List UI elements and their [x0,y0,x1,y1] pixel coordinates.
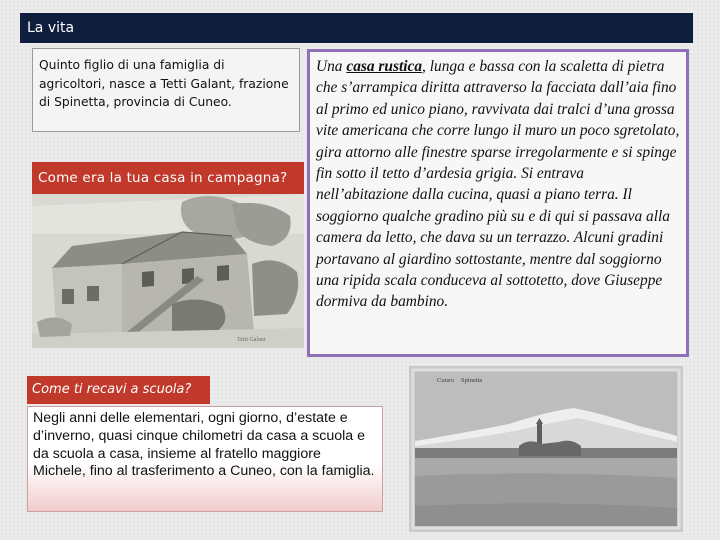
question-house-banner [32,162,304,194]
house-description-box [307,49,689,357]
school-text-box [27,406,383,512]
section-title-bar [20,13,693,43]
postcard-drawing [409,366,683,532]
intro-text-box [32,48,300,132]
farmhouse-photo [32,194,304,348]
school-text: Negli anni delle elementari, ogni giorno, d’estate e d’inverno, quasi cinque chilometri da casa a scuola e da scuola a casa, insieme al fratello maggiore Michele, fino al trasferimento a Cuneo, con la famiglia. [33,410,375,480]
intro-text: Quinto figlio di una famiglia di agricoltori, nasce a Tetti Galant, frazione di Spinetta, provincia di Cuneo. [39,58,289,109]
question-school-label: Come ti recavi a scuola? [32,382,192,397]
photo-caption: Tetti Galant [237,337,266,343]
story-prefix: Una [316,58,347,75]
postcard-caption-left: Cuneo [437,377,454,384]
question-school-banner [27,376,210,404]
story-rest: , lunga e bassa con la scaletta di pietra che s’arrampica diritta attraverso la facciata dall’aia fino al primo ed unico piano, ravvivata dai tralci d’una grossa vite americana che corre lungo il muro un poco sgretolato, gira attorno alle finestre sparse irregolarmente e si spinge fin sotto il tetto d’ardesia grigia. Si entrava nell’abitazione dalla cucina, quasi a piano terra. Il soggiorno qualche gradino più su e di qui si passava alla camera da letto, che dava su un terrazzo. Alcuni gradini portavano al giardino sottostante, mentre dal soggiorno una ripida scala conduceva al sottotetto, dove Giuseppe dormiva da bambino. [316,58,680,311]
story-highlight: casa rustica [346,58,423,75]
question-house-label: Come era la tua casa in campagna? [38,170,288,186]
postcard-photo [409,366,683,532]
farmhouse-drawing [32,194,304,348]
postcard-caption-right: Spinetta [461,377,483,384]
section-title: La vita [27,20,75,36]
